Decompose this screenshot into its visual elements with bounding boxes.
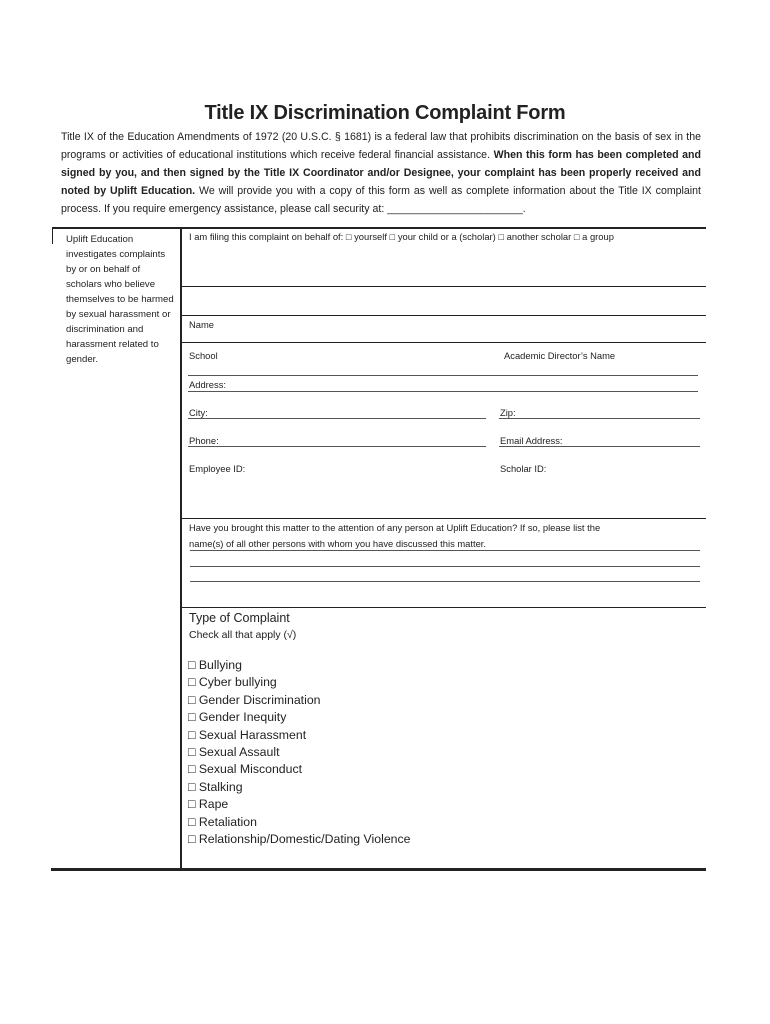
- complaint-option-gender-discrimination[interactable]: □ Gender Discrimination: [188, 692, 321, 707]
- city-label: City:: [189, 407, 208, 418]
- address-line: [188, 391, 698, 392]
- address-label: Address:: [189, 379, 226, 390]
- sidebar-description: Uplift Education investigates complaints by or on behalf of scholars who believe themselves to be harmed by sexual harassment or discrimination and harassment related to gender.: [66, 234, 174, 365]
- attention-question-line1: Have you brought this matter to the attention of any person at Uplift Education? If so, please list the: [189, 522, 601, 533]
- phone-line: [188, 446, 486, 447]
- complaint-option-sexual-harassment[interactable]: □ Sexual Harassment: [188, 727, 307, 742]
- name-label: Name: [189, 319, 215, 330]
- email-line: [499, 446, 700, 447]
- complaint-type-list: [188, 657, 411, 848]
- intro-tail: We will provide you with a copy of this form as well as complete information about the Title IX complaint process. If you require emergency assistance, please call security at: _______________________.: [61, 185, 701, 215]
- zip-line: [499, 418, 700, 419]
- complaint-option-stalking[interactable]: □ Stalking: [188, 779, 243, 794]
- zip-label: Zip:: [500, 407, 516, 418]
- intro-plain: Title IX of the Education Amendments of 1972 (20 U.S.C. § 1681) is a federal law that prohibits discrimination on the basis of sex in the programs or activities of educational institutions which receive federal financial assistance.: [61, 131, 701, 161]
- intro-bold: When this form has been completed and signed by you, and then signed by the Title IX Coordinator and/or Designee, your complaint has been properly received and noted by Uplift Education.: [61, 149, 701, 197]
- employee-id-label: Employee ID:: [189, 463, 246, 474]
- intro-paragraph: [61, 128, 701, 218]
- complaint-option-bullying[interactable]: □ Bullying: [188, 658, 242, 672]
- attention-answer-line: [190, 566, 700, 567]
- city-line: [188, 418, 486, 419]
- row-border: [181, 315, 706, 316]
- table-divider: [180, 228, 182, 870]
- row-border: [181, 286, 706, 287]
- attention-answer-line: [190, 581, 700, 582]
- school-line: [188, 375, 698, 376]
- complaint-type-title: Type of Complaint: [189, 611, 290, 625]
- phone-label: Phone:: [189, 435, 219, 446]
- attention-answer-line: [190, 550, 700, 551]
- complaint-type-instruction: Check all that apply (√): [189, 629, 297, 641]
- complaint-option-cyber-bullying[interactable]: □ Cyber bullying: [188, 675, 277, 690]
- complaint-option-rape[interactable]: □ Rape: [188, 797, 229, 812]
- complaint-option-gender-inequity[interactable]: □ Gender Inequity: [188, 710, 287, 725]
- academic-director-label: Academic Director’s Name: [504, 350, 616, 361]
- email-label: Email Address:: [500, 435, 563, 446]
- row-border: [181, 342, 706, 343]
- table-top-border: [52, 227, 706, 229]
- table-left-border: [52, 228, 53, 244]
- complaint-option-retaliation[interactable]: □ Retaliation: [188, 814, 257, 829]
- row-border: [181, 518, 706, 519]
- scholar-id-label: Scholar ID:: [500, 463, 547, 474]
- complaint-option-sexual-assault[interactable]: □ Sexual Assault: [188, 745, 280, 760]
- complaint-option-sexual-misconduct[interactable]: □ Sexual Misconduct: [188, 762, 303, 777]
- school-label: School: [189, 350, 218, 361]
- complaint-option-relationship-violence[interactable]: □ Relationship/Domestic/Dating Violence: [188, 832, 411, 847]
- form-title: Title IX Discrimination Complaint Form: [204, 102, 566, 124]
- attention-question-line2: name(s) of all other persons with whom you have discussed this matter.: [189, 538, 487, 549]
- filing-on-behalf-label: I am filing this complaint on behalf of: □ yourself □ your child or a (scholar) □ another scholar □ a group: [189, 231, 614, 242]
- row-border: [181, 607, 706, 608]
- table-bottom-border: [51, 868, 706, 871]
